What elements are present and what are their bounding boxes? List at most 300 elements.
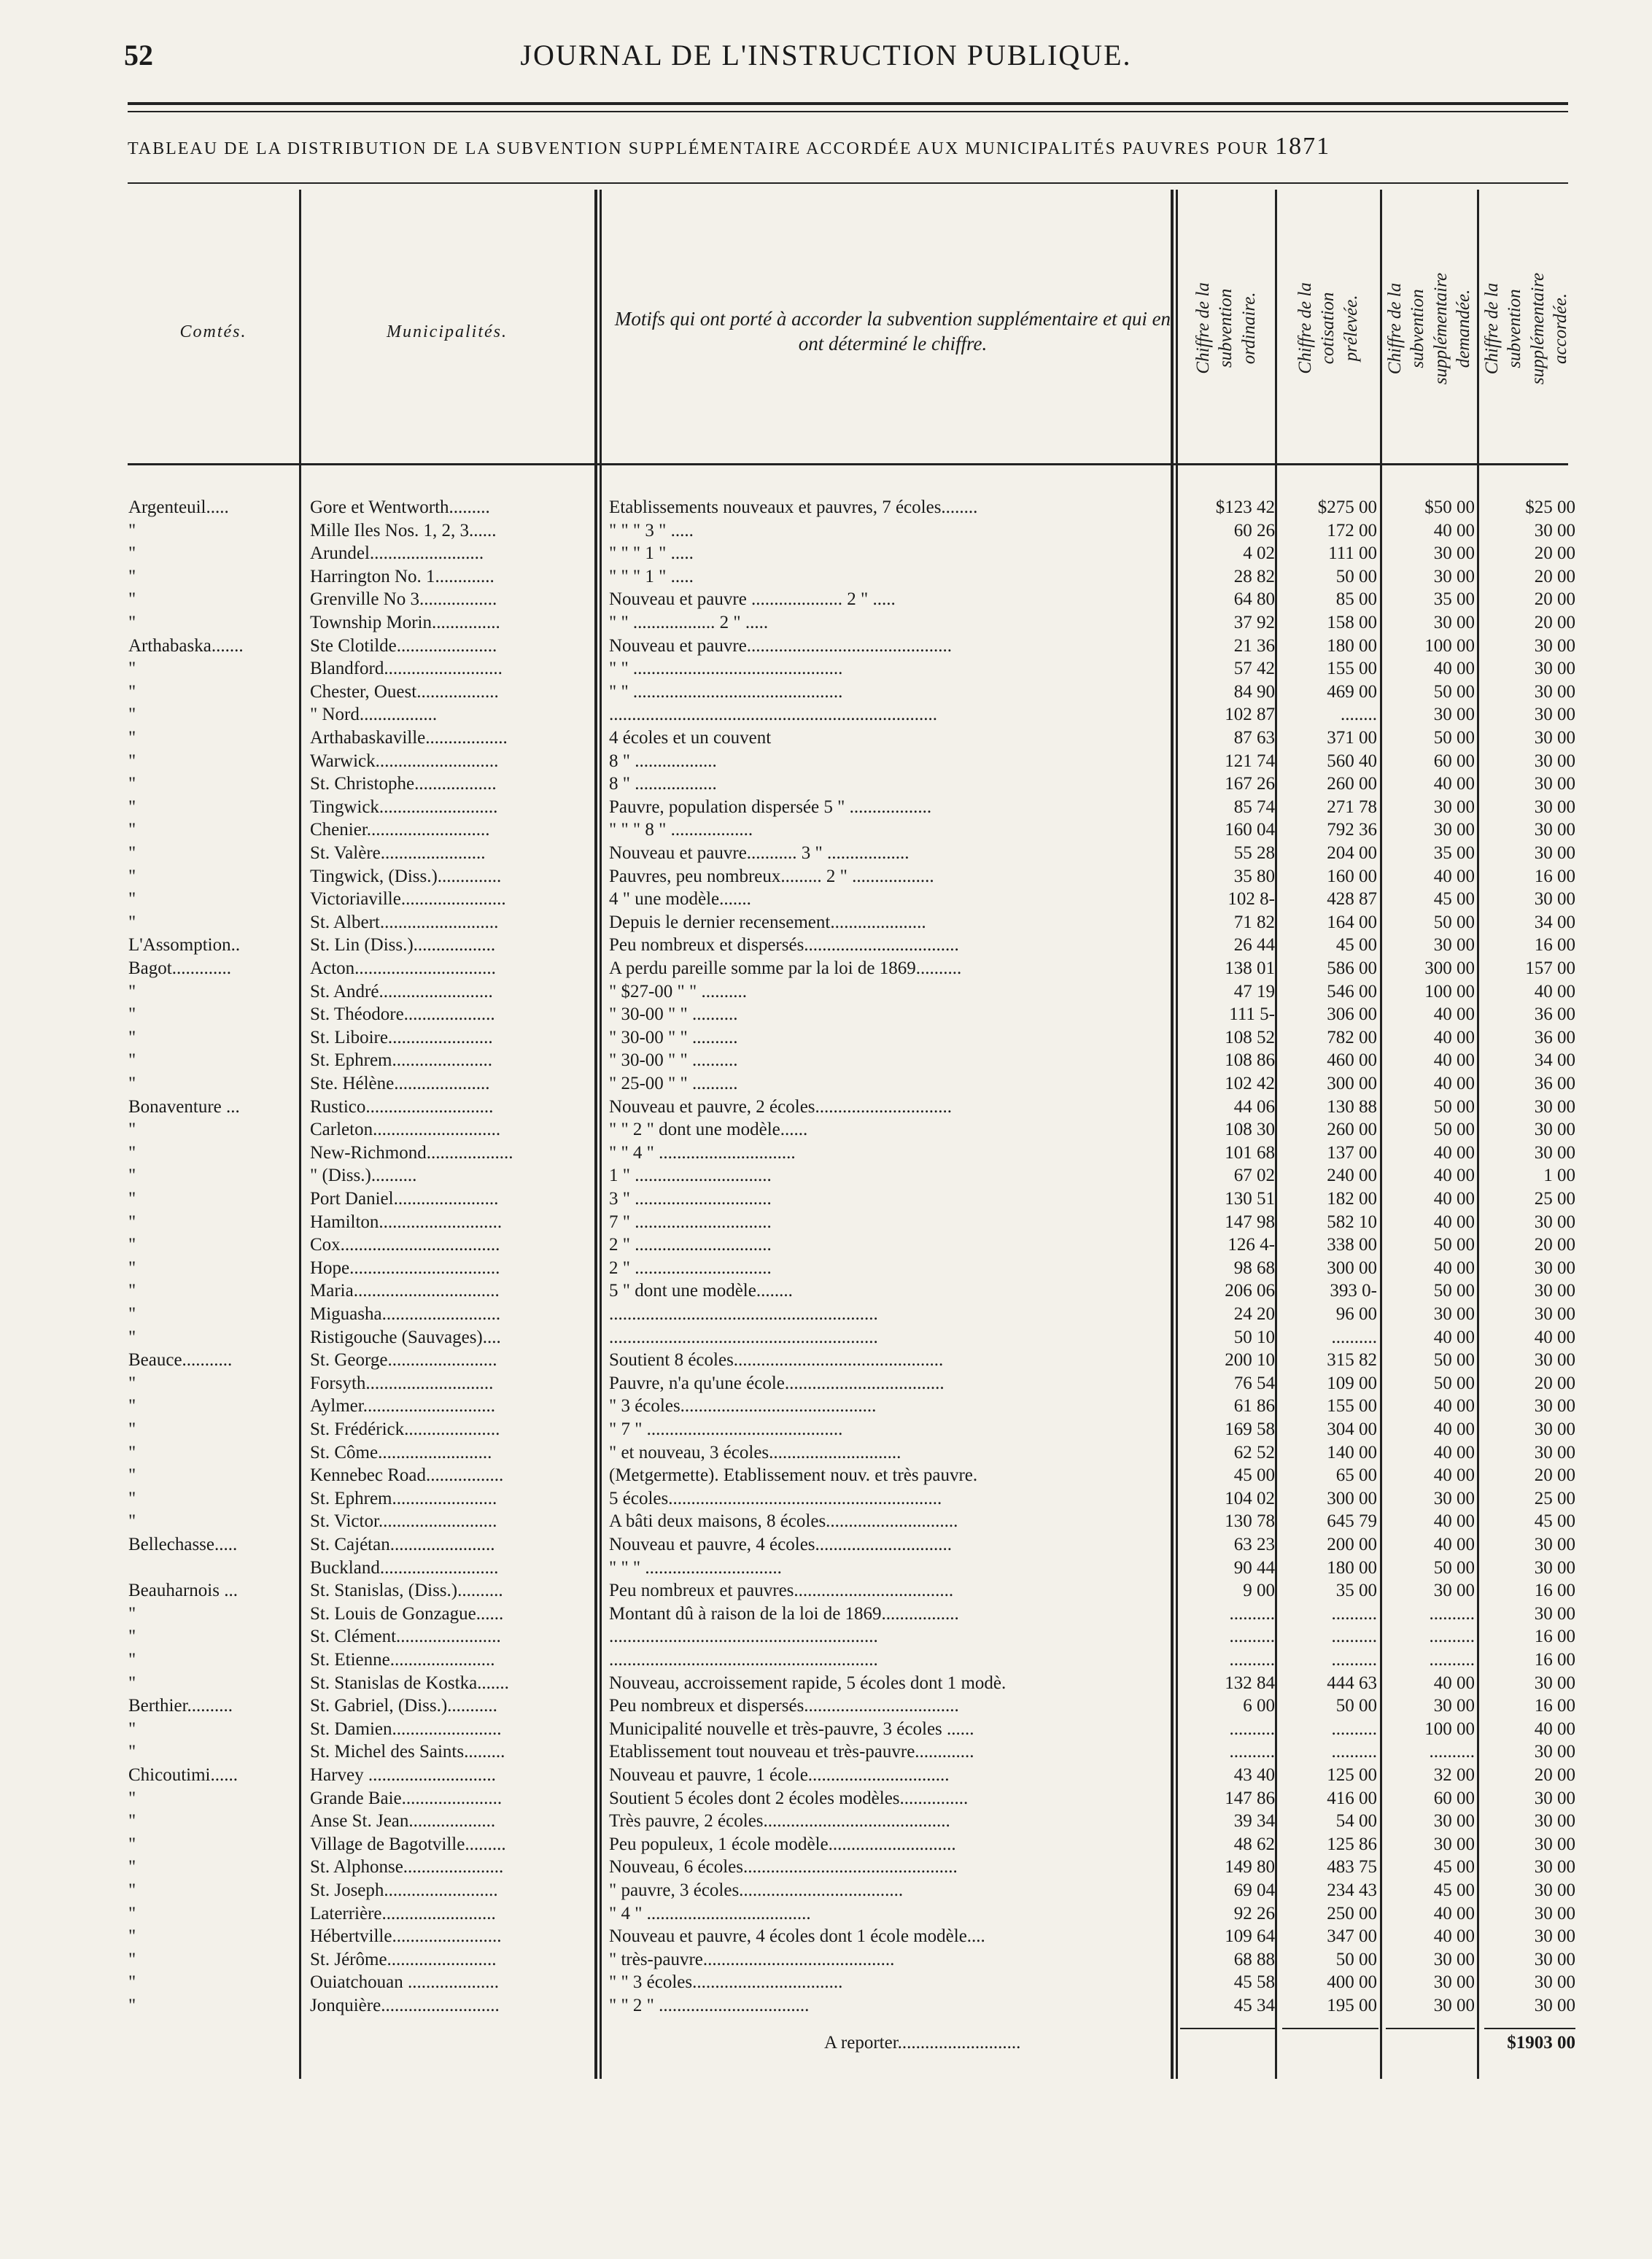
motif-cell: Nouveau et pauvre, 4 écoles.............................. [609, 1535, 953, 1554]
ordinaire-cell: 121 74 [1225, 751, 1275, 771]
motif-cell: " " " .............................. [609, 1557, 782, 1578]
demandee-cell: 30 00 [1433, 1811, 1475, 1832]
demandee-cell: 45 00 [1433, 889, 1475, 910]
cotisation-cell: .......... [1331, 1742, 1377, 1762]
comte-cell: " [128, 705, 136, 725]
demandee-cell: 30 00 [1433, 705, 1475, 725]
motif-cell: Peu populeux, 1 école modèle............................ [609, 1834, 956, 1854]
ordinaire-cell: 130 78 [1225, 1511, 1275, 1532]
demandee-cell: 40 00 [1433, 1166, 1475, 1186]
table-row [0, 1026, 1652, 1050]
demandee-cell: 40 00 [1433, 774, 1475, 794]
municipalite-cell: Kennebec Road................. [310, 1465, 504, 1486]
motif-cell: " 30-00 " " .......... [609, 1050, 738, 1071]
comte-cell: Beauharnois ... [128, 1581, 238, 1601]
cotisation-cell: .......... [1331, 1650, 1377, 1670]
municipalite-cell: New-Richmond................... [310, 1142, 513, 1163]
cotisation-cell: 164 00 [1327, 912, 1377, 932]
accordee-cell: 30 00 [1534, 681, 1575, 702]
ordinaire-cell: .......... [1229, 1742, 1275, 1762]
motif-cell: " 7 " ........................................... [609, 1419, 843, 1439]
cotisation-cell: 300 00 [1327, 1074, 1377, 1093]
accordee-cell: 30 00 [1534, 1788, 1575, 1808]
cotisation-cell: 109 00 [1327, 1373, 1377, 1393]
table-row [0, 1487, 1652, 1511]
comte-cell: " [128, 1281, 136, 1301]
municipalite-cell: St. André......................... [310, 981, 493, 1001]
table-row [0, 796, 1652, 819]
accordee-cell: 20 00 [1534, 1373, 1575, 1393]
demandee-cell: 50 00 [1433, 681, 1475, 702]
comte-cell: " [128, 774, 136, 794]
ordinaire-cell: 35 80 [1233, 866, 1275, 886]
comte-cell: " [128, 728, 136, 748]
table-row [0, 1672, 1652, 1695]
ordinaire-cell: 69 04 [1233, 1880, 1275, 1900]
municipalite-cell: Ste Clotilde...................... [310, 635, 497, 656]
municipalite-cell: Hamilton........................... [310, 1212, 503, 1232]
municipalite-cell: Arundel......................... [310, 543, 484, 564]
ordinaire-cell: .......... [1229, 1627, 1275, 1647]
accordee-cell: 30 00 [1534, 1442, 1575, 1462]
motif-cell: Pauvres, peu nombreux......... 2 " .................. [609, 866, 934, 886]
cotisation-cell: 50 00 [1335, 566, 1377, 586]
demandee-cell: 30 00 [1433, 797, 1475, 817]
accordee-cell: 30 00 [1534, 1096, 1575, 1117]
motif-cell: Très pauvre, 2 écoles......................................... [609, 1811, 950, 1832]
comte-cell: " [128, 1488, 136, 1508]
cotisation-cell: 444 63 [1327, 1673, 1377, 1693]
accordee-cell: 30 00 [1534, 1120, 1575, 1140]
table-row [0, 888, 1652, 911]
cotisation-cell: 560 40 [1327, 751, 1377, 771]
accordee-cell: 25 00 [1534, 1488, 1575, 1508]
journal-title: JOURNAL DE L'INSTRUCTION PUBLIQUE. [520, 39, 1132, 71]
cotisation-cell: 792 36 [1327, 820, 1377, 840]
demandee-cell: 30 00 [1433, 1972, 1475, 1993]
motif-cell: " et nouveau, 3 écoles............................. [609, 1442, 901, 1462]
municipalite-cell: Chenier........................... [310, 820, 490, 840]
total-rule [1180, 2028, 1276, 2029]
ordinaire-cell: 138 01 [1225, 958, 1275, 978]
accordee-cell: 36 00 [1534, 1027, 1575, 1047]
ordinaire-cell: 45 00 [1233, 1465, 1275, 1486]
municipalite-cell: St. Stanislas de Kostka....... [310, 1673, 509, 1693]
cotisation-cell: 582 10 [1327, 1212, 1377, 1232]
total-rule [1386, 2028, 1475, 2029]
ordinaire-cell: 50 10 [1233, 1327, 1275, 1347]
demandee-cell: 40 00 [1433, 1189, 1475, 1209]
ordinaire-cell: 167 26 [1225, 774, 1275, 794]
cotisation-cell: .......... [1331, 1627, 1377, 1647]
demandee-cell: 50 00 [1433, 1557, 1475, 1578]
comte-cell: " [128, 1949, 136, 1969]
municipalite-cell: St. Christophe.................. [310, 774, 497, 794]
page-number: 52 [124, 39, 153, 71]
cotisation-cell: 160 00 [1327, 866, 1377, 886]
municipalite-cell: St. Ephrem...................... [310, 1050, 492, 1071]
cotisation-cell: 130 88 [1327, 1096, 1377, 1117]
demandee-cell: 50 00 [1433, 1120, 1475, 1140]
municipalite-cell: Hope................................. [310, 1258, 500, 1278]
accordee-cell: 36 00 [1534, 1074, 1575, 1093]
table-row [0, 1164, 1652, 1187]
demandee-cell: 100 00 [1424, 981, 1475, 1001]
motif-cell: 5 écoles............................................................ [609, 1488, 942, 1508]
table-row [0, 1787, 1652, 1810]
municipalite-cell: St. Côme......................... [310, 1442, 492, 1462]
demandee-cell: 40 00 [1433, 1673, 1475, 1693]
municipalite-cell: St. Gabriel, (Diss.)........... [310, 1696, 497, 1716]
municipalite-cell: Victoriaville....................... [310, 889, 506, 910]
comte-cell: " [128, 1050, 136, 1071]
cotisation-cell: 204 00 [1327, 843, 1377, 863]
motif-cell: Soutient 5 écoles dont 2 écoles modèles............... [609, 1788, 969, 1808]
cotisation-cell: 155 00 [1327, 1396, 1377, 1417]
cotisation-cell: 172 00 [1327, 520, 1377, 540]
motif-cell: " 25-00 " " .......... [609, 1074, 738, 1093]
municipalite-cell: Harvey ............................ [310, 1765, 496, 1785]
comte-cell: " [128, 1327, 136, 1347]
comte-cell: " [128, 797, 136, 817]
comte-cell: " [128, 1903, 136, 1923]
cotisation-cell: 111 00 [1328, 543, 1377, 564]
accordee-cell: 30 00 [1534, 1603, 1575, 1624]
accordee-cell: 20 00 [1534, 589, 1575, 610]
cotisation-cell: 306 00 [1327, 1004, 1377, 1025]
ordinaire-cell: 45 58 [1233, 1972, 1275, 1993]
demandee-cell: 40 00 [1433, 520, 1475, 540]
ordinaire-cell: 109 64 [1225, 1926, 1275, 1947]
ordinaire-cell: 21 36 [1233, 635, 1275, 656]
demandee-cell: 30 00 [1433, 820, 1475, 840]
table-row [0, 1303, 1652, 1326]
municipalite-cell: Chester, Ouest.................. [310, 681, 499, 702]
accordee-cell: 30 00 [1534, 1972, 1575, 1993]
table-row [0, 681, 1652, 704]
ordinaire-cell: 67 02 [1233, 1166, 1275, 1186]
motif-cell: Nouveau, accroissement rapide, 5 écoles dont 1 modè. [609, 1673, 1007, 1693]
municipalite-cell: St. George........................ [310, 1350, 497, 1371]
comte-cell: Bonaventure ... [128, 1096, 240, 1117]
header-comtes: Comtés. [179, 322, 247, 341]
accordee-cell: 20 00 [1534, 1235, 1575, 1255]
table-row [0, 1648, 1652, 1672]
ordinaire-cell: 92 26 [1233, 1903, 1275, 1923]
table-row [0, 1557, 1652, 1580]
motif-cell: " " 3 écoles................................. [609, 1972, 843, 1993]
comte-cell: " [128, 589, 136, 610]
cotisation-cell: 782 00 [1327, 1027, 1377, 1047]
cotisation-cell: 50 00 [1335, 1949, 1377, 1969]
demandee-cell: 60 00 [1433, 1788, 1475, 1808]
demandee-cell: 30 00 [1433, 566, 1475, 586]
motif-cell: Pauvre, population dispersée 5 " .................. [609, 797, 932, 817]
ordinaire-cell: 126 4- [1228, 1235, 1275, 1255]
demandee-cell: 40 00 [1433, 866, 1475, 886]
ordinaire-cell: 111 5- [1229, 1004, 1275, 1025]
municipalite-cell: " (Diss.).......... [310, 1166, 417, 1186]
ordinaire-cell: 76 54 [1233, 1373, 1275, 1393]
motif-cell: (Metgermette). Etablissement nouv. et très pauvre. [609, 1465, 978, 1486]
cotisation-cell: 300 00 [1327, 1258, 1377, 1278]
motif-cell: ........................................................................ [609, 705, 937, 725]
table-row [0, 588, 1652, 611]
comte-cell: " [128, 981, 136, 1001]
motif-cell: Nouveau et pauvre........... 3 " .................. [609, 843, 910, 863]
municipalite-cell: St. Victor.......................... [310, 1511, 497, 1532]
municipalite-cell: Cox................................... [310, 1235, 500, 1255]
table-row [0, 1579, 1652, 1603]
demandee-cell: 100 00 [1424, 635, 1475, 656]
motif-cell: Municipalité nouvelle et très-pauvre, 3 écoles ...... [609, 1719, 974, 1739]
cotisation-cell: 85 00 [1335, 589, 1377, 610]
municipalite-cell: St. Michel des Saints......... [310, 1742, 505, 1762]
comte-cell: " [128, 543, 136, 564]
municipalite-cell: Acton............................... [310, 958, 496, 978]
municipalite-cell: St. Cajétan....................... [310, 1535, 495, 1554]
motif-cell: ........................................................... [609, 1650, 878, 1670]
accordee-cell: 16 00 [1534, 1696, 1575, 1716]
comte-cell: " [128, 820, 136, 840]
municipalite-cell: St. Albert.......................... [310, 912, 499, 932]
cotisation-cell: 347 00 [1327, 1926, 1377, 1947]
accordee-cell: 30 00 [1534, 520, 1575, 540]
demandee-cell: 40 00 [1433, 1396, 1475, 1417]
comte-cell: Bellechasse..... [128, 1535, 238, 1554]
accordee-cell: 30 00 [1534, 1926, 1575, 1947]
accordee-cell: 30 00 [1534, 820, 1575, 840]
municipalite-cell: Maria................................ [310, 1281, 500, 1301]
table-row [0, 1764, 1652, 1787]
motif-cell: " " 2 " ................................. [609, 1996, 810, 2015]
accordee-cell: 45 00 [1534, 1511, 1575, 1532]
accordee-cell: 30 00 [1534, 843, 1575, 863]
accordee-cell: 30 00 [1534, 751, 1575, 771]
demandee-cell: 40 00 [1433, 1327, 1475, 1347]
accordee-cell: 30 00 [1534, 1903, 1575, 1923]
demandee-cell: 30 00 [1433, 1581, 1475, 1601]
cotisation-cell: 240 00 [1327, 1166, 1377, 1186]
municipalite-cell: Carleton............................ [310, 1120, 501, 1140]
cotisation-cell: 234 43 [1327, 1880, 1377, 1900]
demandee-cell: 40 00 [1433, 1004, 1475, 1025]
table-row [0, 957, 1652, 980]
demandee-cell: 40 00 [1433, 1050, 1475, 1071]
header-rule [128, 102, 1568, 105]
demandee-cell: 60 00 [1433, 751, 1475, 771]
motif-cell: 8 " .................. [609, 774, 717, 794]
comte-cell: " [128, 1166, 136, 1186]
municipalite-cell: Ste. Hélène..................... [310, 1074, 490, 1093]
table-row [0, 1211, 1652, 1234]
table-row [0, 1372, 1652, 1395]
motif-cell: " 30-00 " " .......... [609, 1004, 738, 1025]
demandee-cell: 45 00 [1433, 1880, 1475, 1900]
motif-cell: Nouveau et pauvre............................................. [609, 635, 953, 656]
ordinaire-cell: 71 82 [1233, 912, 1275, 932]
ordinaire-cell: 149 80 [1225, 1857, 1275, 1878]
ordinaire-cell: 45 34 [1233, 1996, 1275, 2015]
motif-cell: ........................................................... [609, 1327, 878, 1347]
ordinaire-cell: 24 20 [1233, 1304, 1275, 1324]
total-rule [1484, 2028, 1575, 2029]
cotisation-cell: .......... [1331, 1327, 1377, 1347]
comte-cell: " [128, 566, 136, 586]
ordinaire-cell: 39 34 [1233, 1811, 1275, 1832]
accordee-cell: 20 00 [1534, 543, 1575, 564]
municipalite-cell: Grande Baie...................... [310, 1788, 503, 1808]
ordinaire-cell: 48 62 [1233, 1834, 1275, 1854]
comte-cell: " [128, 1603, 136, 1624]
ordinaire-cell: 9 00 [1243, 1581, 1275, 1601]
ordinaire-cell: 102 8- [1228, 889, 1275, 910]
demandee-cell: 40 00 [1433, 1142, 1475, 1163]
cotisation-cell: 137 00 [1327, 1142, 1377, 1163]
table-title [128, 133, 1568, 160]
table-row [0, 1718, 1652, 1741]
comte-cell: " [128, 1373, 136, 1393]
municipalite-cell: Warwick........................... [310, 751, 499, 771]
comte-cell: " [128, 1442, 136, 1462]
cotisation-cell: 428 87 [1327, 889, 1377, 910]
table-row [0, 1971, 1652, 1994]
accordee-cell: 30 00 [1534, 1350, 1575, 1371]
ordinaire-cell: 132 84 [1225, 1673, 1275, 1693]
comte-cell: Beauce........... [128, 1350, 233, 1371]
accordee-cell: 34 00 [1534, 912, 1575, 932]
accordee-cell: 40 00 [1534, 1719, 1575, 1739]
motif-cell: " 4 " .................................... [609, 1903, 811, 1923]
comte-cell: " [128, 1788, 136, 1808]
ordinaire-cell: 84 90 [1233, 681, 1275, 702]
motif-cell: " " " 1 " ..... [609, 543, 694, 564]
comte-cell: Argenteuil..... [128, 497, 229, 517]
ordinaire-cell: 6 00 [1243, 1696, 1275, 1716]
comte-cell: " [128, 681, 136, 702]
municipalite-cell: Aylmer............................. [310, 1396, 495, 1417]
ordinaire-cell: 102 42 [1225, 1074, 1275, 1093]
municipalite-cell: St. Etienne....................... [310, 1650, 495, 1670]
accordee-cell: 30 00 [1534, 1857, 1575, 1878]
cotisation-cell: 460 00 [1327, 1050, 1377, 1071]
accordee-cell: 30 00 [1534, 1834, 1575, 1854]
motif-cell: " 3 écoles........................................... [609, 1396, 877, 1417]
demandee-cell: 40 00 [1433, 1926, 1475, 1947]
municipalite-cell: Anse St. Jean................... [310, 1811, 496, 1832]
demandee-cell: 30 00 [1433, 1488, 1475, 1508]
cotisation-cell: 645 79 [1327, 1511, 1377, 1532]
comte-cell: " [128, 1212, 136, 1232]
ordinaire-cell: 43 40 [1233, 1765, 1275, 1785]
motif-cell: A bâti deux maisons, 8 écoles............................. [609, 1511, 958, 1532]
motif-cell: 8 " .................. [609, 751, 717, 771]
ordinaire-cell: 26 44 [1233, 935, 1275, 956]
cotisation-cell: .......... [1331, 1603, 1377, 1624]
municipalite-cell: St. Damien........................ [310, 1719, 502, 1739]
comte-cell: " [128, 1004, 136, 1025]
motif-cell: 1 " .............................. [609, 1166, 772, 1186]
motif-cell: 2 " .............................. [609, 1258, 772, 1278]
municipalite-cell: Hébertville........................ [310, 1926, 502, 1947]
demandee-cell: 50 00 [1433, 728, 1475, 748]
municipalite-cell: Tingwick, (Diss.).............. [310, 866, 502, 886]
accordee-cell: 30 00 [1534, 635, 1575, 656]
ordinaire-cell: .......... [1229, 1719, 1275, 1739]
accordee-cell: 30 00 [1534, 705, 1575, 725]
comte-cell: " [128, 659, 136, 679]
cotisation-cell: 315 82 [1327, 1350, 1377, 1371]
demandee-cell: .......... [1429, 1603, 1475, 1624]
cotisation-cell: 195 00 [1327, 1996, 1377, 2015]
comte-cell: " [128, 1811, 136, 1832]
ordinaire-cell: 61 86 [1233, 1396, 1275, 1417]
municipalite-cell: St. Ephrem....................... [310, 1488, 497, 1508]
cotisation-cell: $275 00 [1317, 497, 1377, 517]
comte-cell: " [128, 1834, 136, 1854]
table-row [0, 1441, 1652, 1465]
demandee-cell: 40 00 [1433, 1419, 1475, 1439]
demandee-cell: 100 00 [1424, 1719, 1475, 1739]
table-row [0, 565, 1652, 589]
motif-cell: " pauvre, 3 écoles.................................... [609, 1880, 904, 1900]
motif-cell: A perdu pareille somme par la loi de 1869.......... [609, 958, 962, 978]
comte-cell: " [128, 1142, 136, 1163]
demandee-cell: .......... [1429, 1742, 1475, 1762]
accordee-cell: 30 00 [1534, 1212, 1575, 1232]
cotisation-cell: 371 00 [1327, 728, 1377, 748]
motif-cell: " " " 1 " ..... [609, 566, 694, 586]
ordinaire-cell: 60 26 [1233, 520, 1275, 540]
motif-cell: 4 écoles et un couvent [609, 728, 772, 748]
comte-cell: " [128, 1673, 136, 1693]
accordee-cell: 157 00 [1525, 958, 1575, 978]
ordinaire-cell: 147 86 [1225, 1788, 1275, 1808]
municipalite-cell: Forsyth............................ [310, 1373, 494, 1393]
motif-cell: 5 " dont une modèle........ [609, 1281, 793, 1301]
table-row [0, 1257, 1652, 1280]
motif-cell: 4 " une modèle....... [609, 889, 751, 910]
table-row [0, 772, 1652, 796]
demandee-cell: 30 00 [1433, 543, 1475, 564]
ordinaire-cell: 101 68 [1225, 1142, 1275, 1163]
table-row [0, 911, 1652, 934]
ordinaire-cell: 63 23 [1233, 1535, 1275, 1554]
report-total: $1903 00 [1507, 2033, 1575, 2053]
table-row [0, 1279, 1652, 1303]
accordee-cell: 16 00 [1534, 935, 1575, 956]
table-row [0, 1603, 1652, 1626]
cotisation-cell: 469 00 [1327, 681, 1377, 702]
accordee-cell: 20 00 [1534, 1465, 1575, 1486]
motif-cell: Etablissement tout nouveau et très-pauvre............. [609, 1742, 974, 1762]
municipalite-cell: Port Daniel....................... [310, 1189, 499, 1209]
motif-cell: Soutient 8 écoles.............................................. [609, 1350, 944, 1371]
table-title-year: 1871 [1275, 133, 1331, 160]
header-municipalites: Municipalités. [387, 322, 508, 341]
municipalite-cell: Miguasha.......................... [310, 1304, 501, 1324]
demandee-cell: $50 00 [1424, 497, 1475, 517]
municipalite-cell: Harrington No. 1............. [310, 566, 495, 586]
demandee-cell: 30 00 [1433, 1696, 1475, 1716]
table-row [0, 1948, 1652, 1972]
table-row [0, 1856, 1652, 1879]
motif-cell: " très-pauvre.......................................... [609, 1949, 895, 1969]
demandee-cell: 40 00 [1433, 1511, 1475, 1532]
ordinaire-cell: 62 52 [1233, 1442, 1275, 1462]
municipalite-cell: Mille Iles Nos. 1, 2, 3...... [310, 520, 497, 540]
cotisation-cell: ........ [1341, 705, 1377, 725]
